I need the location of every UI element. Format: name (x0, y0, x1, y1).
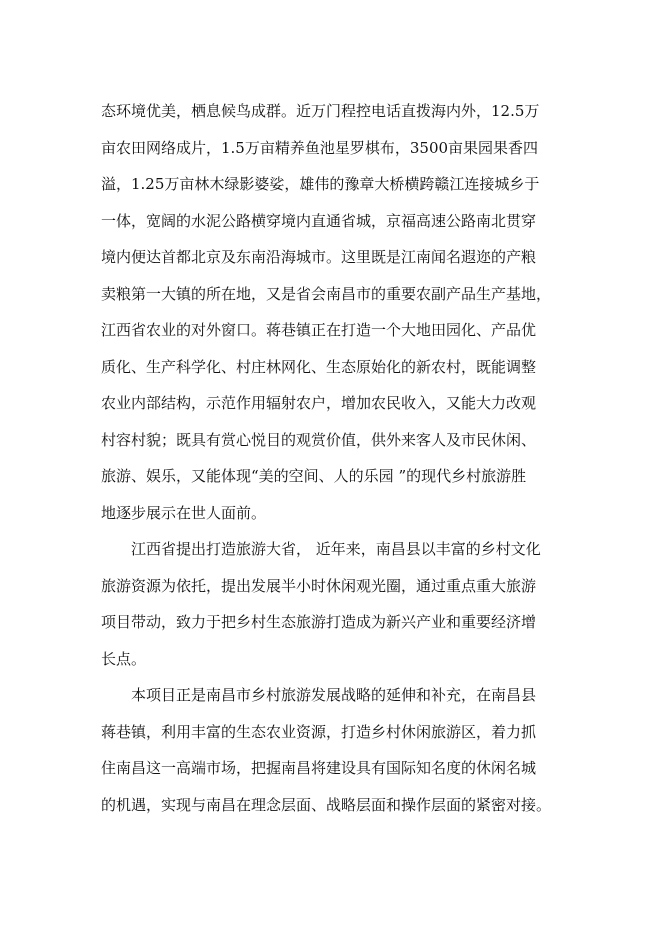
paragraph-1-line-4: 一体，宽阔的水泥公路横穿境内直通省城，京福高速公路南北贯穿 (101, 212, 537, 230)
paragraph-2-line-3: 项目带动，致力于把乡村生态旅游打造成为新兴产业和重要经济增 (101, 613, 537, 631)
paragraph-1-line-5: 境内便达首都北京及东南沿海城市。这里既是江南闻名遐迩的产粮 (101, 248, 537, 266)
paragraph-2-line-1: 江西省提出打造旅游大省， 近年来，南昌县以丰富的乡村文化 (131, 540, 541, 558)
paragraph-1-line-2: 亩农田网络成片，1.5万亩精养鱼池星罗棋布，3500亩果园果香四 (101, 139, 539, 157)
paragraph-2-line-4: 长点。 (101, 650, 147, 668)
paragraph-3-line-3: 住南昌这一高端市场，把握南昌将建设具有国际知名度的休闲名城 (101, 759, 537, 777)
paragraph-1-line-3: 溢，1.25万亩林木绿影婆娑，雄伟的豫章大桥横跨赣江连接城乡于 (101, 175, 540, 193)
paragraph-3-line-2: 蒋巷镇，利用丰富的生态农业资源，打造乡村休闲旅游区，着力抓 (101, 723, 537, 741)
paragraph-3-line-1: 本项目正是南昌市乡村旅游发展战略的延伸和补充，在南昌县 (131, 686, 537, 704)
paragraph-1-line-12: 地逐步展示在世人面前。 (101, 504, 267, 522)
paragraph-1-line-1: 态环境优美，栖息候鸟成群。近万门程控电话直拨海内外，12.5万 (101, 102, 540, 120)
paragraph-1-line-8: 质化、生产科学化、村庄林网化、生态原始化的新农村，既能调整 (101, 358, 537, 376)
paragraph-1-line-6: 卖粮第一大镇的所在地，又是省会南昌市的重要农副产品生产基地， (101, 285, 552, 303)
paragraph-1-line-9: 农业内部结构，示范作用辐射农户，增加农民收入，又能大力改观 (101, 394, 537, 412)
paragraph-2-line-2: 旅游资源为依托，提出发展半小时休闲观光圈，通过重点重大旅游 (101, 577, 537, 595)
paragraph-1-line-7: 江西省农业的对外窗口。蒋巷镇正在打造一个大地田园化、产品优 (101, 321, 537, 339)
paragraph-1-line-10: 村容村貌；既具有赏心悦目的观赏价值，供外来客人及市民休闲、 (101, 431, 537, 449)
paragraph-3-line-4: 的机遇，实现与南昌在理念层面、战略层面和操作层面的紧密对接。 (101, 796, 552, 814)
paragraph-1-line-11: 旅游、娱乐，又能体现“美的空间、人的乐园 ”的现代乡村旅游胜 (101, 467, 527, 485)
